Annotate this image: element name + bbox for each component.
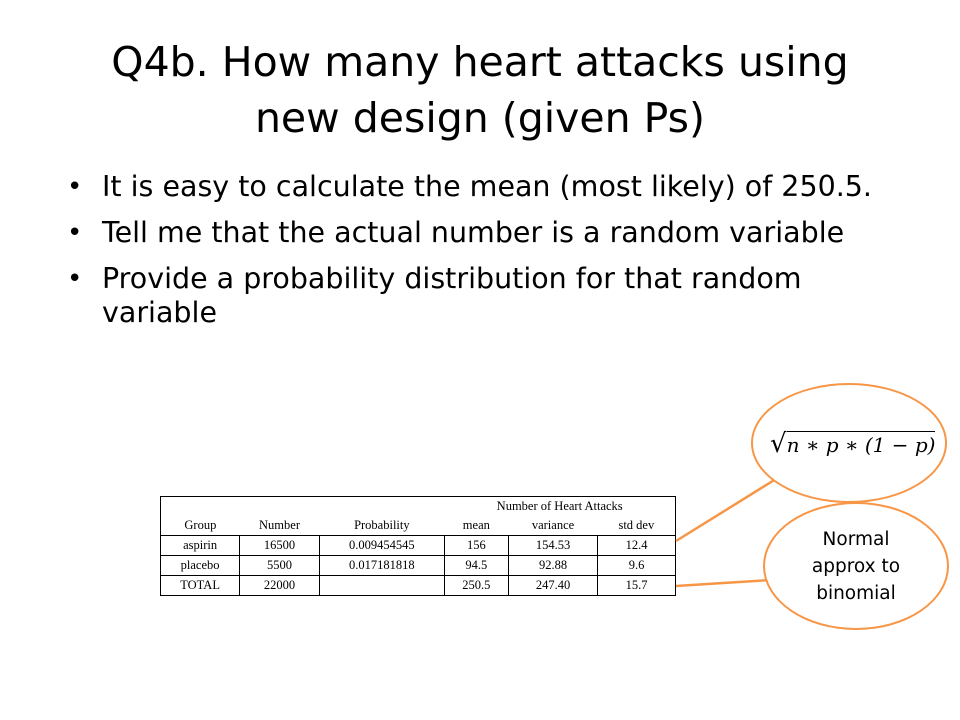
title-line-1: Q4b. How many heart attacks using xyxy=(111,38,849,86)
table-cell: 16500 xyxy=(240,536,320,556)
table-cell: 154.53 xyxy=(508,536,597,556)
std-dev-formula xyxy=(770,429,935,459)
bullet-dot-icon: • xyxy=(67,172,83,202)
bullet-dot-icon: • xyxy=(67,264,83,294)
table-cell: placebo xyxy=(161,556,240,576)
table-cell: 250.5 xyxy=(444,576,508,596)
normal-approx-callout xyxy=(763,502,949,630)
table-cell: 92.88 xyxy=(508,556,597,576)
column-header: mean xyxy=(462,518,490,532)
table-cell: 9.6 xyxy=(598,556,676,576)
table-cell: 247.40 xyxy=(508,576,597,596)
table-cell: 5500 xyxy=(240,556,320,576)
table-cell: 156 xyxy=(444,536,508,556)
table-cell: 22000 xyxy=(240,576,320,596)
table-cell: 94.5 xyxy=(444,556,508,576)
callout-note-line: binomial xyxy=(816,582,896,604)
square-root-icon: √ xyxy=(770,429,787,459)
bullet-text: Provide a probability distribution for that random variable xyxy=(102,262,802,329)
column-header: Probability xyxy=(354,518,410,532)
callout-note-line: Normal xyxy=(822,528,890,550)
formula-body: n ∗ p ∗ (1 − p) xyxy=(786,433,936,457)
table-cell: 0.017181818 xyxy=(319,556,444,576)
column-header: Number xyxy=(259,518,300,532)
callout-note-line: approx to xyxy=(811,555,901,577)
column-header: variance xyxy=(531,518,575,532)
group-header-cell: Number of Heart Attacks xyxy=(444,497,675,517)
note-connector-line xyxy=(676,580,770,586)
column-header: std dev xyxy=(598,516,676,536)
formula-callout xyxy=(751,383,947,503)
bullet-text: It is easy to calculate the mean (most likely) of 250.5. xyxy=(102,170,872,203)
table-cell: aspirin xyxy=(161,536,240,556)
column-header: Group xyxy=(161,516,240,536)
table-cell: 0.009454545 xyxy=(319,536,444,556)
formula-connector-line xyxy=(676,474,784,541)
table-cell: 15.7 xyxy=(598,576,676,596)
bullet-text: Tell me that the actual number is a random variable xyxy=(102,216,845,249)
table-cell: 12.4 xyxy=(598,536,676,556)
callout-note xyxy=(812,526,900,607)
bullet-dot-icon: • xyxy=(67,218,83,248)
table-cell: TOTAL xyxy=(161,576,240,596)
title-line-2: new design (given Ps) xyxy=(254,94,706,142)
